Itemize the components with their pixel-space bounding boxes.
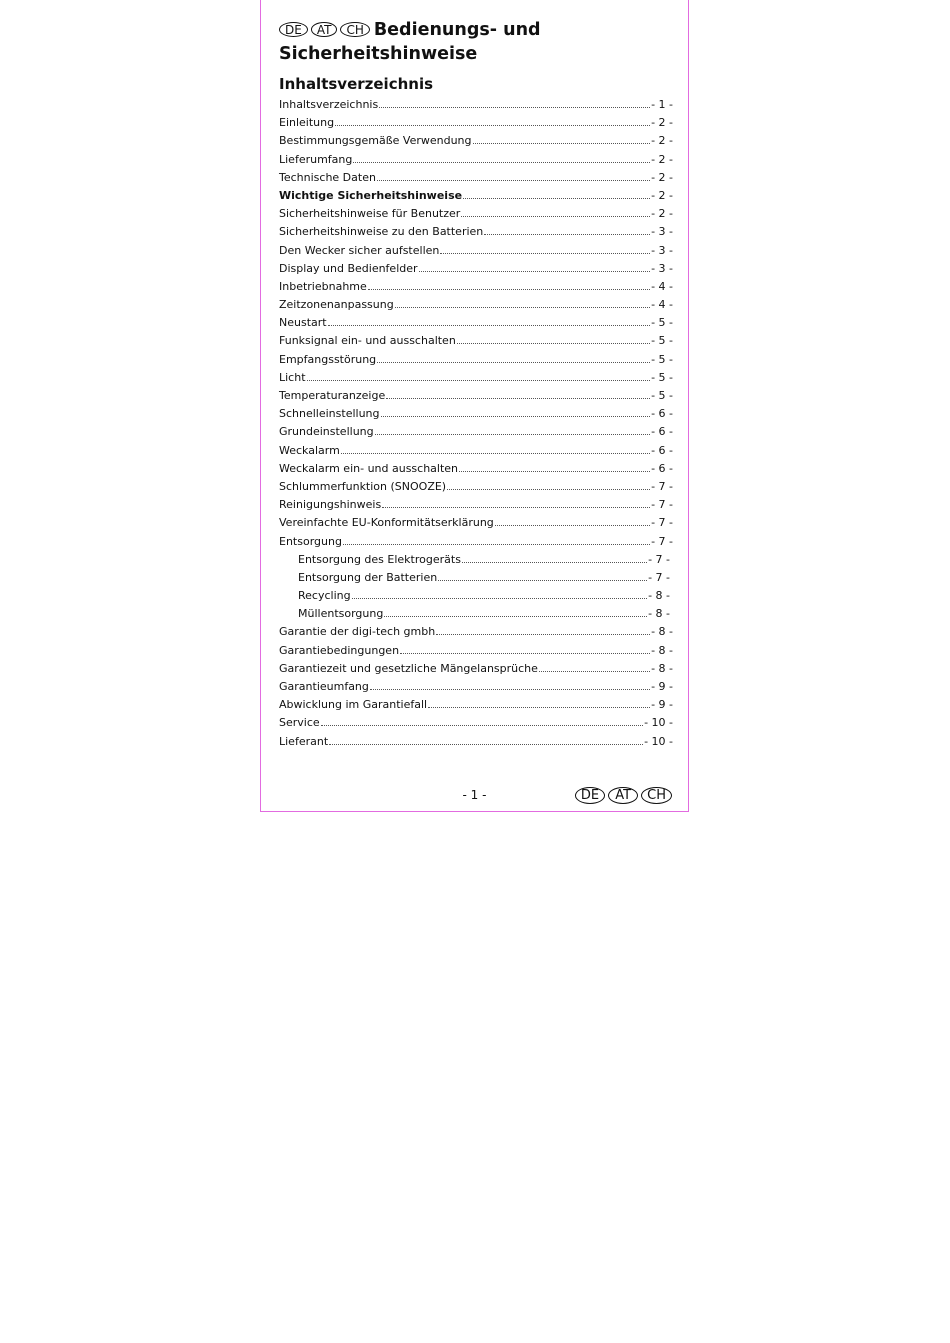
toc-leader-dots xyxy=(473,131,651,144)
toc-entry-page: - 5 - xyxy=(651,370,673,384)
toc-leader-dots xyxy=(395,295,650,308)
toc-entry-page: - 5 - xyxy=(651,334,673,348)
toc-entry-page: - 7 - xyxy=(651,479,673,493)
toc-entry-title: Funksignal ein- und ausschalten xyxy=(279,334,456,348)
footer-country-badges xyxy=(575,787,672,804)
toc-leader-dots xyxy=(321,713,643,726)
toc-entry-page: - 7 - xyxy=(651,534,673,548)
toc-entry-page: - 3 - xyxy=(651,261,673,275)
toc-entry-page: - 2 - xyxy=(651,188,673,202)
toc-entry-page: - 10 - xyxy=(644,734,673,748)
toc-entry-page: - 10 - xyxy=(644,716,673,730)
toc-entry[interactable] xyxy=(279,95,673,113)
page-number: - 1 - xyxy=(462,788,487,802)
toc-entry[interactable] xyxy=(279,186,673,204)
toc-leader-dots xyxy=(447,477,650,490)
page-footer xyxy=(261,785,688,807)
toc-leader-dots xyxy=(384,604,647,617)
toc-entry[interactable] xyxy=(279,313,673,331)
country-badge-at: AT xyxy=(311,22,338,37)
toc-entry-page: - 7 - xyxy=(651,516,673,530)
toc-entry-page: - 7 - xyxy=(651,498,673,512)
toc-entry-page: - 9 - xyxy=(651,698,673,712)
toc-leader-dots xyxy=(353,150,650,163)
toc-entry[interactable] xyxy=(279,568,673,586)
toc-entry[interactable] xyxy=(279,677,673,695)
toc-entry[interactable] xyxy=(279,641,673,659)
toc-entry-title: Bestimmungsgemäße Verwendung xyxy=(279,134,472,148)
toc-leader-dots xyxy=(368,277,650,290)
toc-entry[interactable] xyxy=(279,350,673,368)
toc-leader-dots xyxy=(419,259,651,272)
table-of-contents xyxy=(279,95,673,750)
toc-entry-title: Reinigungshinweis xyxy=(279,498,382,512)
toc-entry-title: Garantieumfang xyxy=(279,680,369,693)
toc-entry-page: - 6 - xyxy=(651,425,673,439)
toc-entry[interactable] xyxy=(279,150,673,168)
toc-entry-page: - 2 - xyxy=(651,134,673,148)
toc-entry[interactable] xyxy=(279,113,673,131)
toc-leader-dots xyxy=(440,241,650,254)
title-line-2: Sicherheitshinweise xyxy=(279,44,478,64)
toc-entry-title: Sicherheitshinweise für Benutzer xyxy=(279,207,461,221)
toc-entry[interactable] xyxy=(279,695,673,713)
toc-entry-title: Sicherheitshinweise zu den Batterien xyxy=(279,225,484,239)
toc-entry[interactable] xyxy=(279,732,673,750)
toc-entry[interactable] xyxy=(279,441,673,459)
toc-entry-title: Grundeinstellung xyxy=(279,425,374,439)
toc-leader-dots xyxy=(438,568,647,581)
toc-entry-title: Einleitung xyxy=(279,116,335,130)
toc-entry[interactable] xyxy=(279,259,673,277)
toc-entry-title: Den Wecker sicher aufstellen xyxy=(279,243,440,257)
toc-entry-title: Garantiezeit und gesetzliche Mängelansprüche xyxy=(279,661,538,675)
toc-leader-dots xyxy=(495,513,650,526)
toc-leader-dots xyxy=(484,222,650,235)
toc-entry-title: Inbetriebnahme xyxy=(279,279,367,293)
toc-entry[interactable] xyxy=(279,513,673,531)
toc-leader-dots xyxy=(335,113,650,126)
toc-entry-title: Wichtige Sicherheitshinweise xyxy=(279,188,463,202)
toc-entry-title: Entsorgung der Batterien xyxy=(298,570,438,584)
toc-leader-dots xyxy=(341,441,650,454)
toc-entry-page: - 3 - xyxy=(651,243,673,257)
toc-entry-title: Abwicklung im Garantiefall xyxy=(279,698,428,712)
toc-entry[interactable] xyxy=(279,204,673,222)
toc-entry[interactable] xyxy=(279,713,673,731)
toc-entry-page: - 2 - xyxy=(651,116,673,130)
toc-entry[interactable] xyxy=(279,295,673,313)
toc-leader-dots xyxy=(428,695,650,708)
toc-entry[interactable] xyxy=(279,550,673,568)
footer-badge-at: AT xyxy=(608,787,638,804)
toc-entry[interactable] xyxy=(279,422,673,440)
toc-entry-page: - 5 - xyxy=(651,389,673,402)
toc-entry[interactable] xyxy=(279,495,673,513)
toc-leader-dots xyxy=(328,313,650,326)
toc-leader-dots xyxy=(379,95,650,108)
footer-badge-de: DE xyxy=(575,787,605,804)
toc-entry-title: Weckalarm ein- und ausschalten xyxy=(279,461,459,475)
toc-entry-title: Garantie der digi-tech gmbh xyxy=(279,625,436,639)
toc-entry-title: Neustart xyxy=(279,316,327,330)
manual-page xyxy=(260,0,689,812)
toc-entry-title: Vereinfachte EU-Konformitätserklärung xyxy=(279,516,494,530)
toc-entry-page: - 7 - xyxy=(648,552,670,566)
toc-entry-page: - 9 - xyxy=(651,680,673,693)
toc-leader-dots xyxy=(382,495,650,508)
toc-entry[interactable] xyxy=(279,168,673,186)
toc-entry[interactable] xyxy=(279,241,673,259)
toc-entry-page: - 5 - xyxy=(651,352,673,366)
toc-entry-page: - 2 - xyxy=(651,170,673,184)
toc-leader-dots xyxy=(436,622,650,635)
toc-entry-title: Schlummerfunktion (SNOOZE) xyxy=(279,479,447,493)
toc-entry-page: - 1 - xyxy=(651,98,673,111)
toc-entry[interactable] xyxy=(279,604,673,622)
toc-entry[interactable] xyxy=(279,368,673,386)
toc-leader-dots xyxy=(461,204,650,217)
toc-leader-dots xyxy=(459,459,650,472)
toc-entry-title: Garantiebedingungen xyxy=(279,643,400,657)
toc-entry-title: Lieferant xyxy=(279,734,329,748)
toc-entry-title: Temperaturanzeige xyxy=(279,389,386,402)
toc-leader-dots xyxy=(386,386,650,399)
toc-entry-page: - 2 - xyxy=(651,152,673,166)
toc-entry-page: - 7 - xyxy=(648,570,670,584)
toc-entry-page: - 6 - xyxy=(651,407,673,421)
toc-leader-dots xyxy=(463,186,650,199)
toc-entry-page: - 8 - xyxy=(651,625,673,639)
toc-leader-dots xyxy=(400,641,650,654)
toc-entry-title: Recycling xyxy=(298,589,351,603)
toc-entry-page: - 6 - xyxy=(651,443,673,457)
toc-leader-dots xyxy=(307,368,651,381)
toc-entry-title: Entsorgung des Elektrogeräts xyxy=(298,552,461,566)
toc-entry[interactable] xyxy=(279,277,673,295)
toc-entry-page: - 8 - xyxy=(651,643,673,657)
toc-entry-title: Technische Daten xyxy=(279,170,376,184)
toc-leader-dots xyxy=(343,532,650,545)
toc-entry[interactable] xyxy=(279,386,673,404)
toc-entry-page: - 4 - xyxy=(651,298,673,312)
toc-entry-title: Licht xyxy=(279,370,306,384)
toc-leader-dots xyxy=(370,677,650,690)
toc-entry-page: - 8 - xyxy=(648,607,670,621)
toc-leader-dots xyxy=(377,350,650,363)
toc-entry-title: Lieferumfang xyxy=(279,152,353,166)
toc-entry[interactable] xyxy=(279,586,673,604)
toc-entry-title: Entsorgung xyxy=(279,534,342,548)
title-line-1: Bedienungs- und xyxy=(373,20,541,40)
toc-entry-page: - 5 - xyxy=(651,316,673,330)
toc-heading: Inhaltsverzeichnis xyxy=(279,75,434,93)
toc-leader-dots xyxy=(375,422,650,435)
country-badge-de: DE xyxy=(279,22,308,37)
toc-leader-dots xyxy=(457,331,650,344)
toc-leader-dots xyxy=(381,404,651,417)
footer-badge-ch: CH xyxy=(641,787,672,804)
toc-leader-dots xyxy=(352,586,647,599)
toc-entry[interactable] xyxy=(279,331,673,349)
toc-entry-page: - 6 - xyxy=(651,461,673,475)
toc-leader-dots xyxy=(377,168,650,181)
toc-entry-title: Weckalarm xyxy=(279,443,340,457)
toc-entry-title: Empfangsstörung xyxy=(279,352,377,366)
toc-entry-page: - 8 - xyxy=(648,589,670,603)
toc-entry-title: Inhaltsverzeichnis xyxy=(279,98,379,111)
toc-leader-dots xyxy=(539,659,650,672)
toc-entry-page: - 3 - xyxy=(651,225,673,239)
toc-entry-page: - 4 - xyxy=(651,279,673,293)
toc-entry-title: Service xyxy=(279,716,320,730)
toc-entry[interactable] xyxy=(279,532,673,550)
toc-entry-page: - 2 - xyxy=(651,207,673,221)
document-title xyxy=(279,18,679,66)
toc-leader-dots xyxy=(462,550,647,563)
toc-entry[interactable] xyxy=(279,477,673,495)
toc-entry-page: - 8 - xyxy=(651,661,673,675)
toc-entry-title: Schnelleinstellung xyxy=(279,407,380,421)
toc-entry[interactable] xyxy=(279,622,673,640)
country-badge-ch: CH xyxy=(340,22,369,37)
toc-entry-title: Display und Bedienfelder xyxy=(279,261,418,275)
toc-entry-title: Müllentsorgung xyxy=(298,607,384,621)
toc-entry[interactable] xyxy=(279,404,673,422)
toc-entry[interactable] xyxy=(279,222,673,240)
toc-entry[interactable] xyxy=(279,459,673,477)
toc-entry[interactable] xyxy=(279,131,673,149)
toc-entry[interactable] xyxy=(279,659,673,677)
toc-leader-dots xyxy=(329,732,643,745)
country-badges xyxy=(279,22,370,37)
toc-entry-title: Zeitzonenanpassung xyxy=(279,298,394,312)
